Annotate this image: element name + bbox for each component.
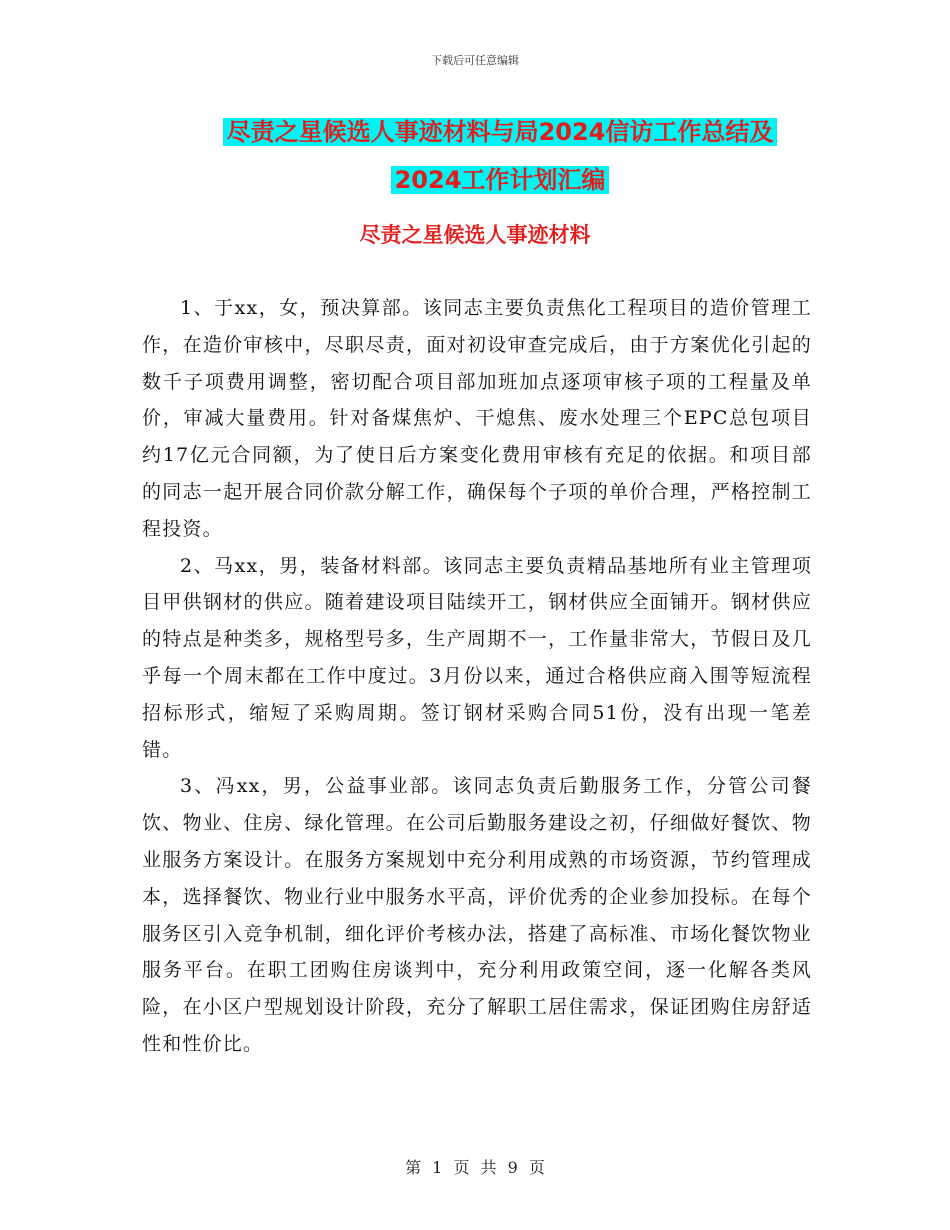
body-text <box>142 290 812 1063</box>
header-note: 下载后可任意编辑 <box>431 54 519 67</box>
page-number-footer: 第 1 页 共 9 页 <box>405 1158 545 1177</box>
section-title: 尽责之星候选人事迹材料 <box>359 223 591 247</box>
document-title-line1: 尽责之星候选人事迹材料与局2024信访工作总结及 <box>223 118 778 146</box>
document-title <box>0 108 950 204</box>
paragraph-1: 1、于xx，女，预决算部。该同志主要负责焦化工程项目的造价管理工作，在造价审核中，尽职尽责，面对初设审查完成后，由于方案优化引起的数千子项费用调整，密切配合项目部加班加点逐项审核子项的工程量及单价，审减大量费用。针对备煤焦炉、干熄焦、废水处理三个EPC总包项目约17亿元合同额，为了使日后方案变化费用审核有充足的依据。和项目部的同志一起开展合同价款分解工作，确保每个子项的单价合理，严格控制工程投资。 <box>142 297 812 540</box>
document-title-line2: 2024工作计划汇编 <box>391 166 610 194</box>
paragraph-3: 3、冯xx，男，公益事业部。该同志负责后勤服务工作，分管公司餐饮、物业、住房、绿化管理。在公司后勤服务建设之初，仔细做好餐饮、物业服务方案设计。在服务方案规划中充分利用成熟的市场资源，节约管理成本，选择餐饮、物业行业中服务水平高，评价优秀的企业参加投标。在每个服务区引入竞争机制，细化评价考核办法，搭建了高标准、市场化餐饮物业服务平台。在职工团购住房谈判中，充分利用政策空间，逐一化解各类风险，在小区户型规划设计阶段，充分了解职工居住需求，保证团购住房舒适性和性价比。 <box>142 775 812 1055</box>
paragraph-2: 2、马xx，男，装备材料部。该同志主要负责精品基地所有业主管理项目甲供钢材的供应。随着建设项目陆续开工，钢材供应全面铺开。钢材供应的特点是种类多，规格型号多，生产周期不一，工作量非常大，节假日及几乎每一个周末都在工作中度过。3月份以来，通过合格供应商入围等短流程招标形式，缩短了采购周期。签订钢材采购合同51份，没有出现一笔差错。 <box>142 554 812 761</box>
